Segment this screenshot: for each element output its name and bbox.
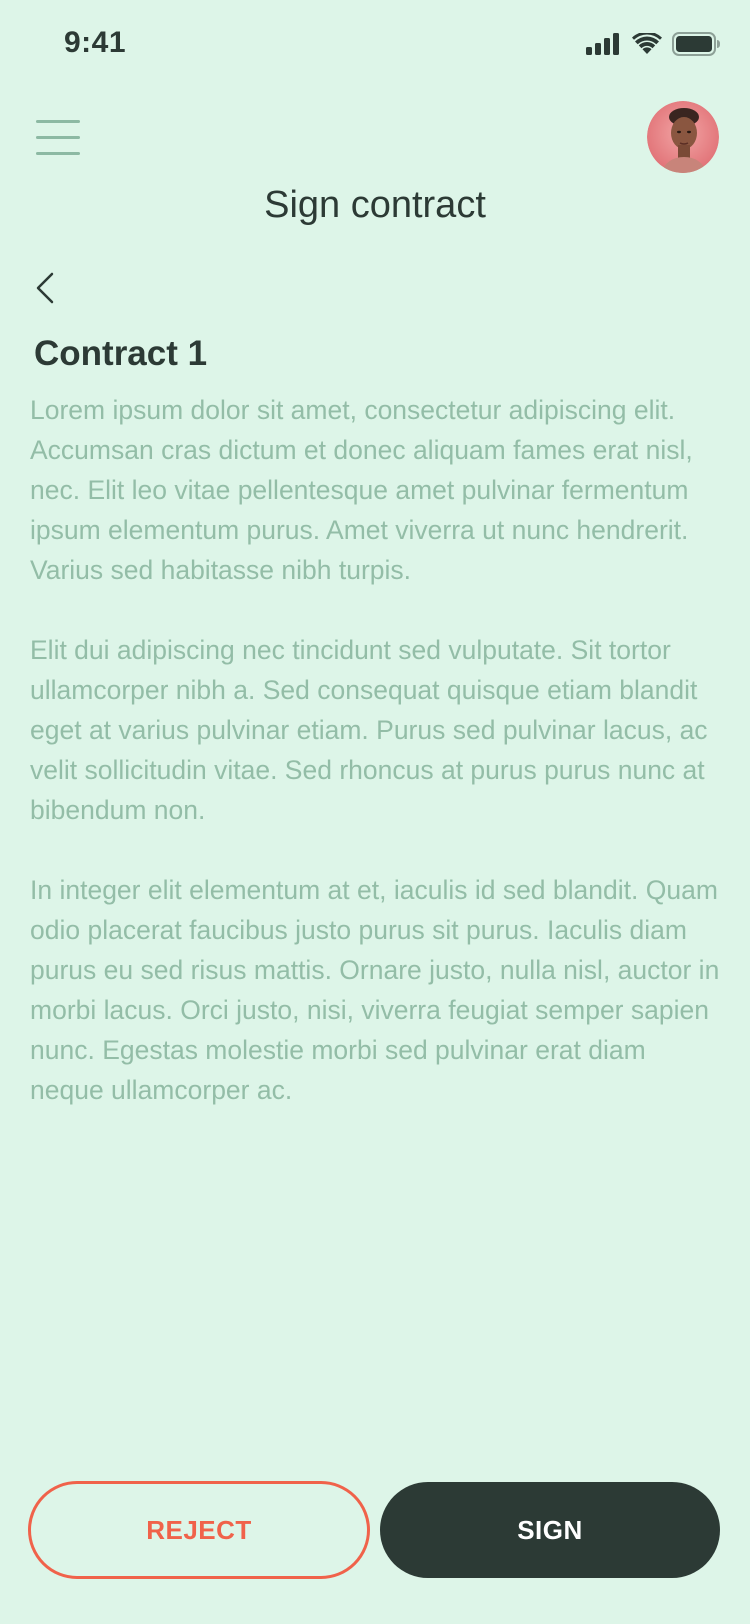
page-title: Sign contract (264, 184, 486, 226)
chevron-left-icon[interactable] (30, 266, 64, 310)
contract-body (30, 390, 720, 1150)
reject-button[interactable] (28, 1481, 370, 1579)
battery-icon (672, 32, 720, 56)
contract-paragraph: In integer elit elementum at et, iaculis id sed blandit. Quam odio placerat faucibus justo purus sit purus. Iaculis diam purus eu sed risus mattis. Ornare justo, nulla nisl, auctor in morbi lacus. Orci justo, nisi, viverra feugiat semper sapien nunc. Egestas molestie morbi sed pulvinar erat diam neque ullamcorper ac. (30, 875, 720, 1105)
sign-button[interactable] (380, 1482, 720, 1578)
contract-paragraph: Elit dui adipiscing nec tincidunt sed vulputate. Sit tortor ullamcorper nibh a. Sed consequat quisque etiam blandit eget at varius pulvinar etiam. Purus sed pulvinar lacus, ac velit sollicitudin vitae. Sed rhoncus at purus purus nunc at bibendum non. (30, 635, 708, 825)
wifi-icon (632, 33, 662, 55)
status-icons (586, 32, 720, 56)
status-time: 9:41 (64, 26, 127, 59)
user-avatar[interactable] (647, 101, 719, 173)
contract-title: Contract 1 (34, 334, 208, 373)
reject-button-label: REJECT (146, 1514, 252, 1545)
sign-button-label: SIGN (517, 1514, 583, 1545)
contract-paragraph: Lorem ipsum dolor sit amet, consectetur adipiscing elit. Accumsan cras dictum et donec aliquam fames erat nisl, nec. Elit leo vitae pellentesque amet pulvinar fermentum ipsum elementum purus. Amet viverra ut nunc hendrerit. Varius sed habitasse nibh turpis. (30, 395, 693, 585)
cellular-signal-icon (586, 33, 622, 55)
status-bar (0, 0, 750, 92)
hamburger-menu-icon[interactable] (36, 120, 80, 156)
